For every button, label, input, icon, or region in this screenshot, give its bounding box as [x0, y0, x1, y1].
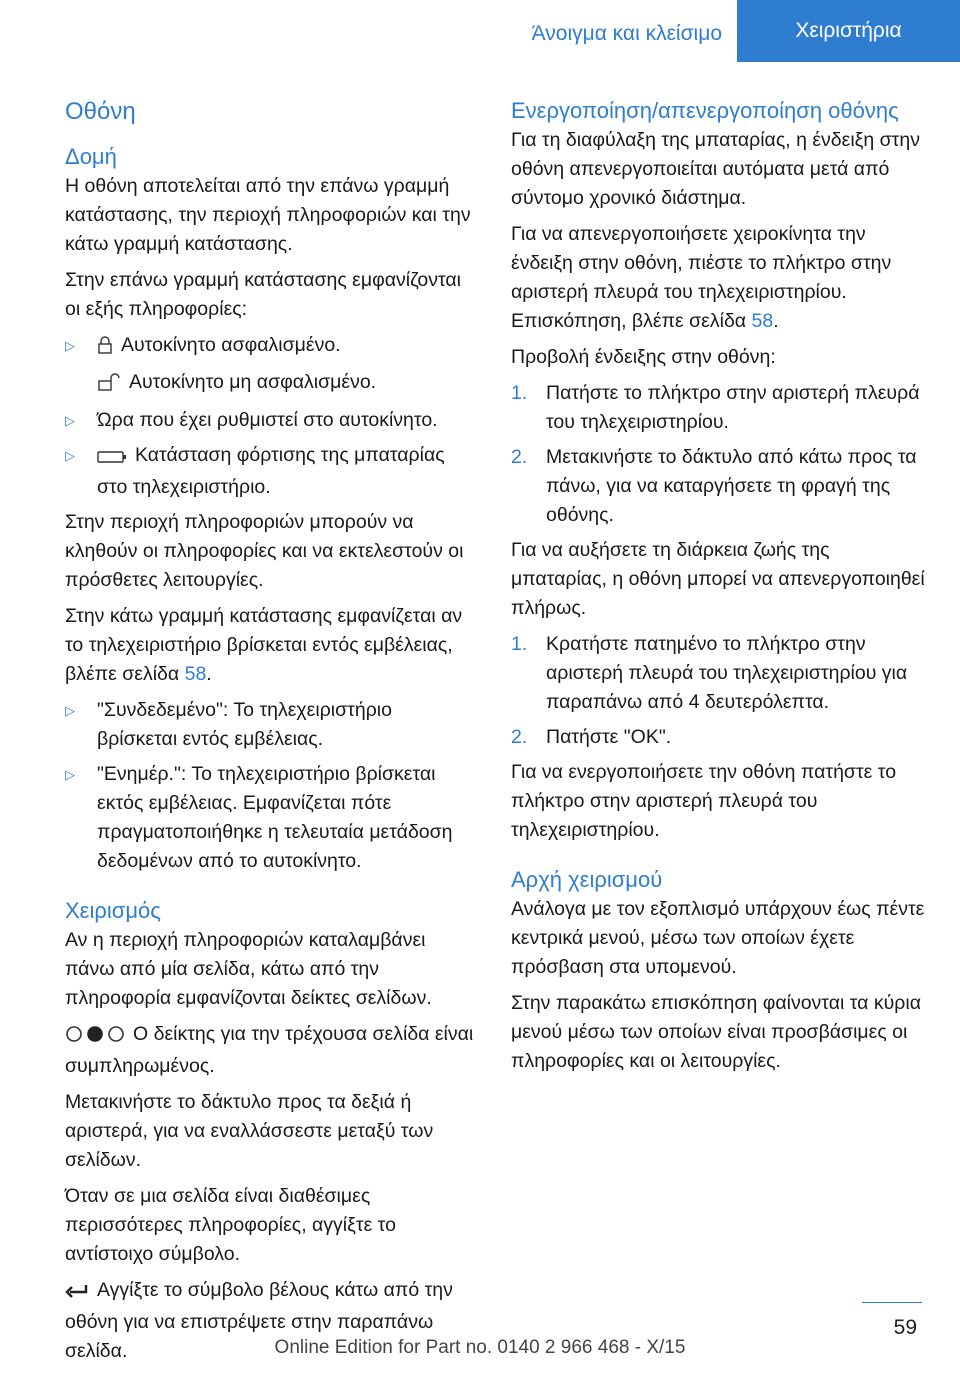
bullet-connected	[65, 696, 477, 754]
footer-edition: Online Edition for Part no. 0140 2 966 468 - X/15	[274, 1337, 686, 1358]
activation-paragraph-5: Για να ενεργοποιήσετε την οθόνη πατήστε το πλήκτρο στην αριστερή πλευρά του τηλεχειριστηρίου.	[511, 761, 897, 841]
bullet-updated	[65, 760, 477, 876]
structure-paragraph-3: Στην περιοχή πληροφοριών μπορούν να κληθούν οι πληροφορίες και να εκτελεστούν οι πρόσθετες λειτουργίες.	[65, 511, 464, 591]
bullet-marker-icon: ▷	[65, 338, 75, 353]
bullet-time-text: Ώρα που έχει ρυθμιστεί στο αυτοκίνητο.	[97, 409, 438, 431]
battery-icon	[97, 444, 127, 473]
principle-paragraph-2: Στην παρακάτω επισκόπηση φαίνονται τα κύρια μενού μέσω των οποίων είναι προσβάσιμες οι πληροφορίες και οι λειτουργίες.	[511, 992, 921, 1072]
right-column	[511, 96, 925, 1083]
step-item: 1. Πατήστε το πλήκτρο στην αριστερή πλευρά του τηλεχειριστηρίου.	[511, 382, 920, 433]
page-number-rule	[862, 1302, 922, 1303]
page-link-58[interactable]: 58	[751, 310, 774, 332]
bullet-unlocked-text: Αυτοκίνητο μη ασφαλισμένο.	[129, 371, 377, 393]
bullet-marker-icon: ▷	[65, 767, 75, 782]
operation-paragraph-3: Μετακινήστε το δάκτυλο προς τα δεξιά ή αριστερά, για να εναλλάσσεστε μεταξύ των σελίδων.	[65, 1091, 434, 1171]
bullet-marker-icon: ▷	[65, 448, 75, 463]
bullet-marker-icon: ▷	[65, 703, 75, 718]
step-item: 2. Πατήστε "OK".	[511, 726, 672, 748]
lock-open-icon	[97, 371, 121, 400]
left-column	[65, 96, 477, 1373]
step-item: 2. Μετακινήστε το δάκτυλο από κάτω προς τα πάνω, για να καταργήσετε τη φραγή της οθόνης.	[511, 446, 917, 526]
bullet-updated-text: "Ενημέρ.": Το τηλεχειριστήριο βρίσκεται εκτός εμβέλειας. Εμφανίζεται πότε πραγματοποιήθηκε η τελευταία μετάδοση δεδομένων από το αυτοκίνητο.	[97, 763, 453, 872]
bullet-connected-text: "Συνδεδεμένο": Το τηλεχειριστήριο βρίσκεται εντός εμβέλειας.	[97, 699, 392, 750]
header-section-title: Άνοιγμα και κλείσιμο	[531, 22, 722, 45]
operation-paragraph-2: Ο δείκτης για την τρέχουσα σελίδα είναι συμπληρωμένος.	[65, 1023, 474, 1077]
subsection-title-operation: Χειρισμός	[65, 898, 161, 923]
activation-paragraph-1: Για τη διαφύλαξη της μπαταρίας, η ένδειξη στην οθόνη απενεργοποιείται αυτόματα μετά από σύντομο χρονικό διάστημα.	[511, 129, 920, 209]
header-chapter-tab[interactable]: Χειριστήρια	[737, 0, 960, 62]
subsection-title-activation: Ενεργοποίηση/απενεργοποίηση οθόνης	[511, 98, 899, 123]
operation-paragraph-5: Αγγίξτε το σύμβολο βέλους κάτω από την οθόνη για να επιστρέψετε στην παραπάνω σελίδα.	[65, 1279, 453, 1362]
structure-paragraph-1: Η οθόνη αποτελείται από την επάνω γραμμή κατάστασης, την περιοχή πληροφοριών και την κάτω γραμμή κατάστασης.	[65, 175, 471, 255]
subsection-title-principle: Αρχή χειρισμού	[511, 867, 663, 892]
page-link-58[interactable]: 58	[184, 663, 207, 685]
subsection-title-structure: Δομή	[65, 144, 117, 169]
bullet-marker-icon: ▷	[65, 413, 75, 428]
activation-paragraph-2: Για να απενεργοποιήσετε χειροκίνητα την ένδειξη στην οθόνη, πιέστε το πλήκτρο στην αριστερή πλευρά του τηλεχειριστηρίου. Επισκόπηση, βλέπε σελίδα 58.	[511, 223, 892, 332]
operation-paragraph-1: Αν η περιοχή πληροφοριών καταλαμβάνει πάνω από μία σελίδα, κάτω από την πληροφορία εμφανίζονται δείκτες σελίδων.	[65, 929, 432, 1009]
operation-paragraph-4: Όταν σε μια σελίδα είναι διαθέσιμες περισσότερες πληροφορίες, αγγίξτε το αντίστοιχο σύμβολο.	[65, 1185, 396, 1265]
principle-paragraph-1: Ανάλογα με τον εξοπλισμό υπάρχουν έως πέντε κεντρικά μενού, μέσω των οποίων έχετε πρόσβαση στα υπομενού.	[511, 898, 925, 978]
bullet-battery-text: Κατάσταση φόρτισης της μπαταρίας στο τηλεχειριστήριο.	[97, 444, 445, 498]
step-item: 1. Κρατήστε πατημένο το πλήκτρο στην αριστερή πλευρά του τηλεχειριστηρίου για παραπάνω από 4 δευτερόλεπτα.	[511, 633, 908, 713]
return-arrow-icon	[65, 1279, 89, 1308]
page-indicator-icon	[65, 1023, 125, 1052]
bullet-battery	[65, 441, 477, 502]
lock-closed-icon	[97, 334, 113, 363]
activation-paragraph-3: Προβολή ένδειξης στην οθόνη:	[511, 346, 776, 368]
page-number: 59	[893, 1316, 917, 1339]
bullet-locked	[65, 331, 477, 400]
bullet-time	[65, 406, 477, 435]
structure-paragraph-2: Στην επάνω γραμμή κατάστασης εμφανίζονται οι εξής πληροφορίες:	[65, 269, 461, 320]
section-title-display: Οθόνη	[65, 98, 136, 125]
bullet-locked-text: Αυτοκίνητο ασφαλισμένο.	[121, 334, 341, 356]
structure-paragraph-4: Στην κάτω γραμμή κατάστασης εμφανίζεται αν το τηλεχειριστήριο βρίσκεται εντός εμβέλειας, βλέπε σελίδα 58.	[65, 605, 463, 685]
activation-paragraph-4: Για να αυξήσετε τη διάρκεια ζωής της μπαταρίας, η οθόνη μπορεί να απενεργοποιηθεί πλήρως.	[511, 539, 925, 619]
